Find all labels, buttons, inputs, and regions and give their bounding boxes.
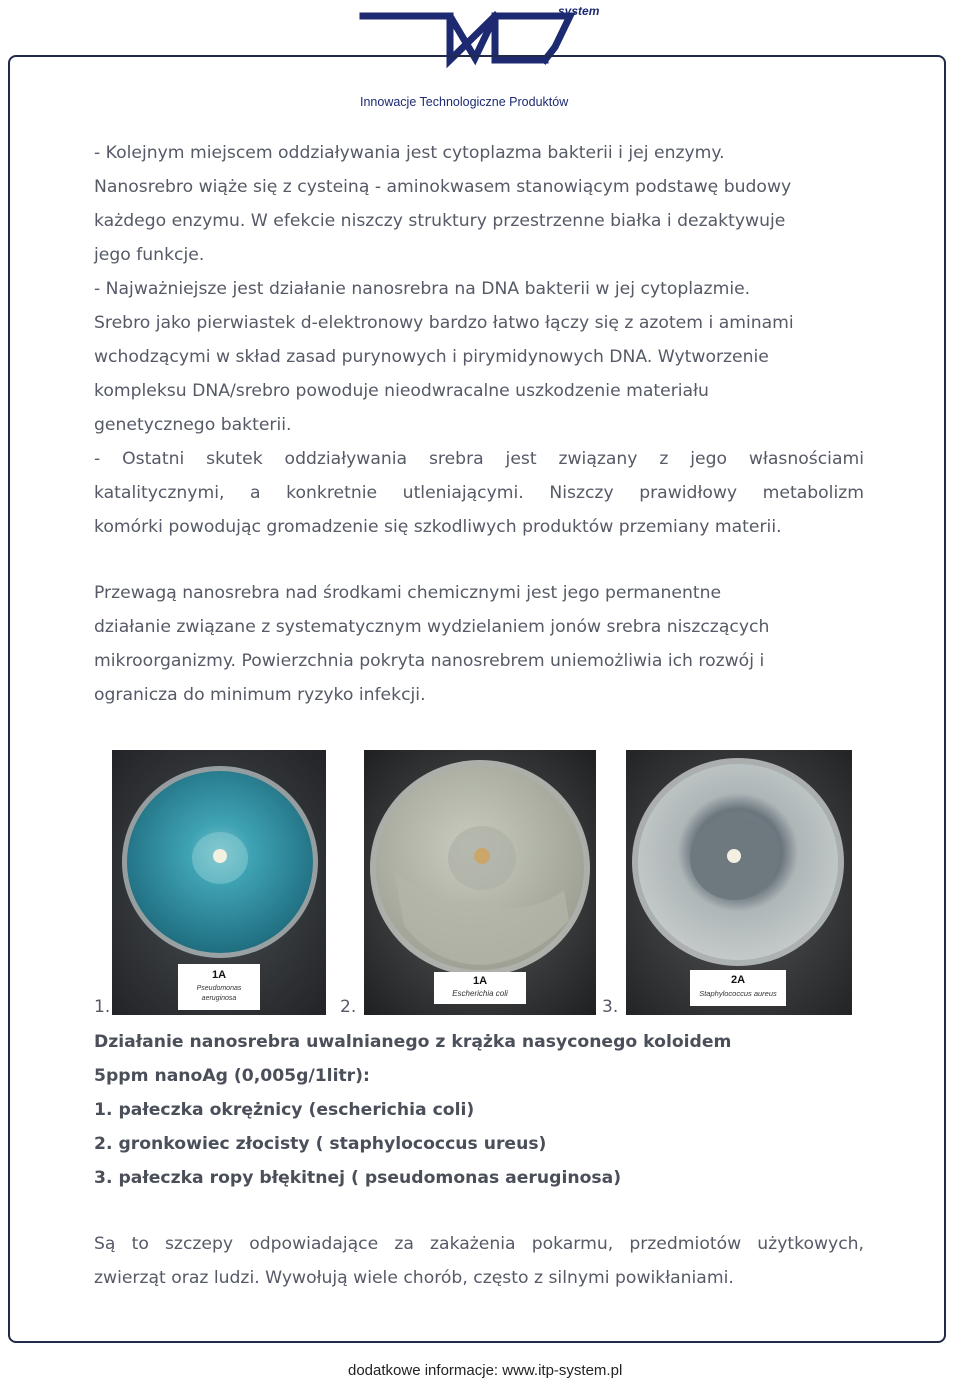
mechanism-paragraph	[94, 136, 864, 544]
text-line: genetycznego bakterii.	[94, 415, 292, 435]
petri-dish-photo-staphylococcus	[626, 750, 852, 1015]
text-line: - Najważniejsze jest działanie nanosrebra na DNA bakterii w jej cytoplazmie.	[94, 279, 751, 299]
text-line: - Ostatni skutek oddziaływania srebra jest związany z jego własnościami	[94, 449, 864, 469]
text-line: Przewagą nanosrebra nad środkami chemicznymi jest jego permanentne	[94, 583, 722, 603]
text-line: Nanosrebro wiąże się z cysteiną - aminokwasem stanowiącym podstawę budowy	[94, 177, 792, 197]
label-code: 1A	[472, 975, 488, 987]
text-line: ogranicza do minimum ryzyko infekcji.	[94, 685, 426, 705]
caption-line: 3. pałeczka ropy błękitnej ( pseudomonas aeruginosa)	[94, 1168, 622, 1188]
text-line: wchodzącymi w skład zasad purynowych i pirymidynowych DNA. Wytworzenie	[94, 347, 769, 367]
photo-number: 2.	[340, 997, 357, 1017]
text-line: kompleksu DNA/srebro powoduje nieodwracalne uszkodzenie materiału	[94, 381, 709, 401]
caption-line: 5ppm nanoAg (0,005g/1litr):	[94, 1066, 370, 1086]
text-line: mikroorganizmy. Powierzchnia pokryta nanosrebrem uniemożliwia ich rozwój i	[94, 651, 765, 671]
logo-caption: Innowacje Technologiczne Produktów	[360, 95, 569, 109]
text-line: katalitycznymi, a konkretnie utleniającymi. Niszczy prawidłowy metabolizm	[94, 483, 864, 503]
label-line: Pseudomonas	[196, 985, 242, 992]
footer-info: dodatkowe informacje: www.itp-system.pl	[348, 1362, 623, 1379]
text-line: komórki powodując gromadzenie się szkodliwych produktów przemiany materii.	[94, 517, 782, 537]
photo-number: 3.	[602, 997, 619, 1017]
label-line: aeruginosa	[201, 995, 237, 1002]
text-line: Srebro jako pierwiastek d-elektronowy bardzo łatwo łączy się z azotem i aminami	[94, 313, 794, 333]
photo-number: 1.	[94, 997, 111, 1017]
label-code: 2A	[730, 974, 746, 986]
text-line: - Kolejnym miejscem oddziaływania jest cytoplazma bakterii i jej enzymy.	[94, 143, 725, 163]
text-line: Są to szczepy odpowiadające za zakażenia pokarmu, przedmiotów użytkowych,	[94, 1234, 864, 1254]
label-line: Staphylococcus aureus	[699, 989, 777, 998]
caption-line: 2. gronkowiec złocisty ( staphylococcus ureus)	[94, 1134, 547, 1154]
caption-line: Działanie nanosrebra uwalnianego z krążka nasyconego koloidem	[94, 1032, 732, 1052]
text-line: działanie związane z systematycznym wydzielaniem jonów srebra niszczących	[94, 617, 770, 637]
text-line: jego funkcje.	[94, 245, 205, 265]
logo-system-text: system	[558, 4, 600, 18]
petri-dish-photo-pseudomonas	[112, 750, 326, 1015]
advantage-paragraph	[94, 576, 864, 712]
petri-dish-photo-ecoli	[364, 750, 596, 1015]
text-line: każdego enzymu. W efekcie niszczy struktury przestrzenne białka i dezaktywuje	[94, 211, 786, 231]
text-line: zwierząt oraz ludzi. Wywołują wiele chorób, często z silnymi powikłaniami.	[94, 1268, 734, 1288]
caption-line: 1. pałeczka okrężnicy (escherichia coli)	[94, 1100, 475, 1120]
closing-paragraph	[94, 1227, 864, 1295]
label-code: 1A	[211, 969, 227, 981]
label-line: Escherichia coli	[452, 989, 508, 998]
figure-caption	[94, 1025, 874, 1195]
